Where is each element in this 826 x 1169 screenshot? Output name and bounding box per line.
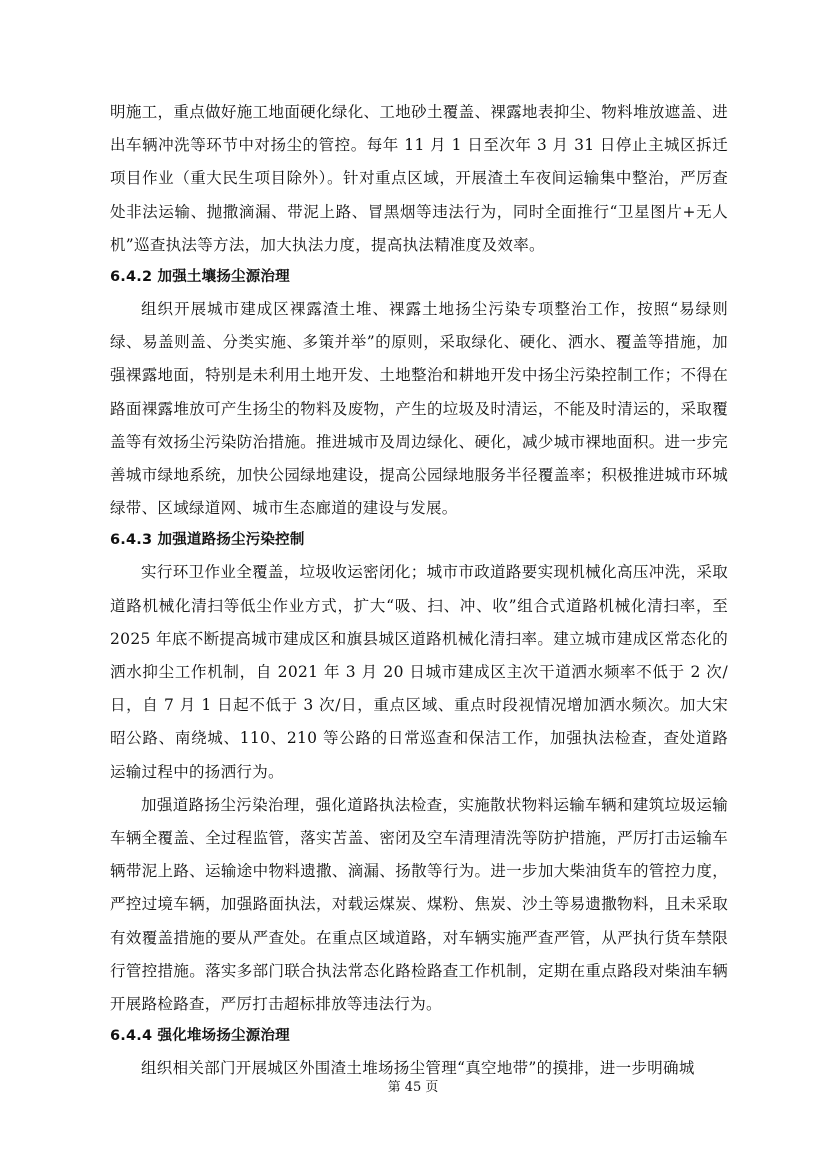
paragraph-6-4-3-1: 实行环卫作业全覆盖，垃圾收运密闭化；城市市政道路要实现机械化高压冲洗，采取道路机械化清扫等低尘作业方式，扩大“吸、扫、冲、收”组合式道路机械化清扫率，至 2025 年底不断提高城市建成区和旗县城区道路机械化清扫率。建立城市建成区常态化的洒水抑尘工作机制，自 2021 年 3 月 20 日城市建成区主次干道洒水频率不低于 2 次/日，自 7 月 1 日起不低于 3 次/日，重点区域、重点时段视情况增加洒水频次。加大宋昭公路、南绕城、110、210 等公路的日常巡查和保洁工作，加强执法检查，查处道路运输过程中的扬洒行为。 <box>110 563 728 781</box>
page-content <box>110 96 728 1085</box>
section-heading-6-4-3: 6.4.3 加强道路扬尘污染控制 <box>110 532 305 549</box>
intro-paragraph: 明施工，重点做好施工地面硬化绿化、工地砂土覆盖、裸露地表抑尘、物料堆放遮盖、进出车辆冲洗等环节中对扬尘的管控。每年 11 月 1 日至次年 3 月 31 日停止主城区拆迁项目作业（重大民生项目除外）。针对重点区域，开展渣土车夜间运输集中整治，严厉查处非法运输、抛撒滴漏、带泥上路、冒黑烟等违法行为，同时全面推行“卫星图片+无人机”巡查执法等方法，加大执法力度，提高执法精准度及效率。 <box>110 103 728 254</box>
paragraph-6-4-3-2: 加强道路扬尘污染治理，强化道路执法检查，实施散状物料运输车辆和建筑垃圾运输车辆全覆盖、全过程监管，落实苫盖、密闭及空车清理清洗等防护措施，严厉打击运输车辆带泥上路、运输途中物料遗撒、滴漏、扬散等行为。进一步加大柴油货车的管控力度，严控过境车辆，加强路面执法，对载运煤炭、煤粉、焦炭、沙土等易遗撒物料，且未采取有效覆盖措施的要从严查处。在重点区域道路，对车辆实施严查严管，从严执行货车禁限行管控措施。落实多部门联合执法常态化路检路查工作机制，定期在重点路段对柴油车辆开展路检路查，严厉打击超标排放等违法行为。 <box>110 795 728 1014</box>
section-heading-6-4-2: 6.4.2 加强土壤扬尘源治理 <box>110 269 290 286</box>
section-heading-6-4-4: 6.4.4 强化堆场扬尘源治理 <box>110 1028 290 1045</box>
page-number: 第 45 页 <box>387 1080 439 1095</box>
paragraph-6-4-4-1: 组织相关部门开展城区外围渣土堆场扬尘管理“真空地带”的摸排，进一步明确城 <box>141 1059 695 1078</box>
paragraph-6-4-2-1: 组织开展城市建成区裸露渣土堆、裸露土地扬尘污染专项整治工作，按照“易绿则绿、易盖则盖、分类实施、多策并举”的原则，采取绿化、硬化、洒水、覆盖等措施，加强裸露地面，特别是未利用土地开发、土地整治和耕地开发中扬尘污染控制工作；不得在路面裸露堆放可产生扬尘的物料及废物，产生的垃圾及时清运，不能及时清运的，采取覆盖等有效扬尘污染防治措施。推进城市及周边绿化、硬化，减少城市裸地面积。进一步完善城市绿地系统，加快公园绿地建设，提高公园绿地服务半径覆盖率；积极推进城市环城绿带、区域绿道网、城市生态廊道的建设与发展。 <box>110 300 728 518</box>
